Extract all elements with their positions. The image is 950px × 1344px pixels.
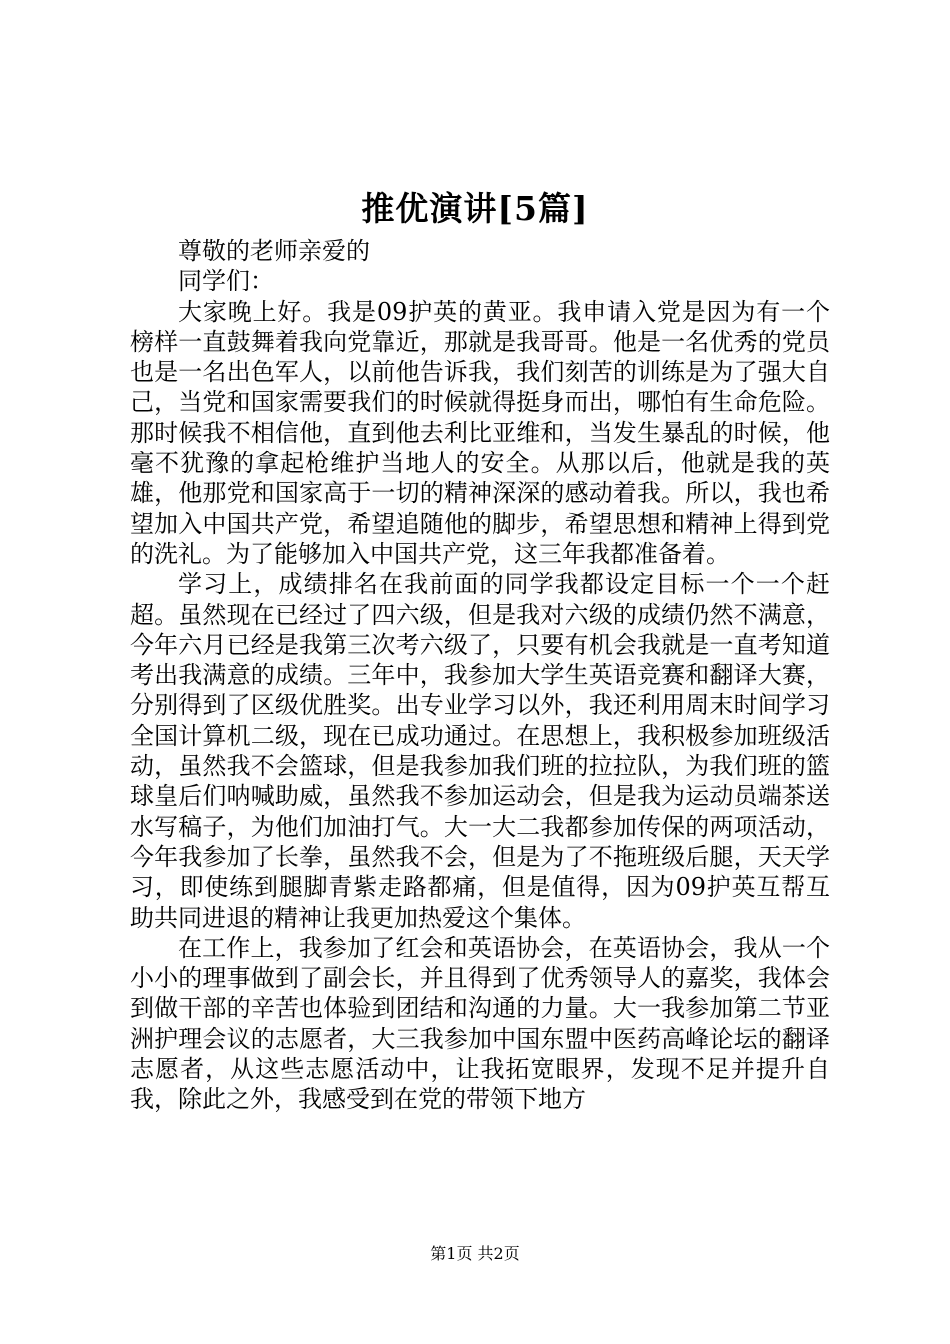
page-footer: 第1页 共2页: [430, 1244, 520, 1263]
salutation-line-2: 同学们：: [178, 267, 274, 296]
paragraph-study: 学习上，成绩排名在我前面的同学我都设定目标一个一个赶超。虽然现在已经过了四六级，但是我对六级的成绩仍然不满意，今年六月已经是我第三次考六级了，只要有机会我就是一直考知道考出我满意的成绩。三年中，我参加大学生英语竞赛和翻译大赛，分别得到了区级优胜奖。出专业学习以外，我还利用周末时间学习全国计算机二级，现在已成功通过。在思想上，我积极参加班级活动，虽然我不会篮球，但是我参加我们班的拉拉队，为我们班的篮球皇后们呐喊助威，虽然我不参加运动会，但是我为运动员端茶送水写稿子，为他们加油打气。大一大二我都参加传保的两项活动，今年我参加了长拳，虽然我不会，但是为了不拖班级后腿，天天学习，即使练到腿脚青紫走路都痛，但是值得，因为09护英互帮互助共同进退的精神让我更加热爱这个集体。: [130, 570, 830, 932]
document-title: 推优演讲[5篇]: [361, 189, 589, 228]
paragraph-introduction: 大家晚上好。我是09护英的黄亚。我申请入党是因为有一个榜样一直鼓舞着我向党靠近，那就是我哥哥。他是一名优秀的党员也是一名出色军人，以前他告诉我，我们刻苦的训练是为了强大自己，当党和国家需要我们的时候就得挺身而出，哪怕有生命危险。那时候我不相信他，直到他去利比亚维和，当发生暴乱的时候，他毫不犹豫的拿起枪维护当地人的安全。从那以后，他就是我的英雄，他那党和国家高于一切的精神深深的感动着我。所以，我也希望加入中国共产党，希望追随他的脚步，希望思想和精神上得到党的洗礼。为了能够加入中国共产党，这三年我都准备着。: [130, 297, 830, 568]
document-body: [130, 236, 830, 1115]
salutation-line-1: 尊敬的老师亲爱的: [178, 237, 370, 265]
paragraph-work: 在工作上，我参加了红会和英语协会，在英语协会，我从一个小小的理事做到了副会长，并且得到了优秀领导人的嘉奖，我体会到做干部的辛苦也体验到团结和沟通的力量。大一我参加第二节亚洲护理会议的志愿者，大三我参加中国东盟中医药高峰论坛的翻译志愿者，从这些志愿活动中，让我拓宽眼界，发现不足并提升自我，除此之外，我感受到在党的带领下地方: [130, 933, 830, 1114]
